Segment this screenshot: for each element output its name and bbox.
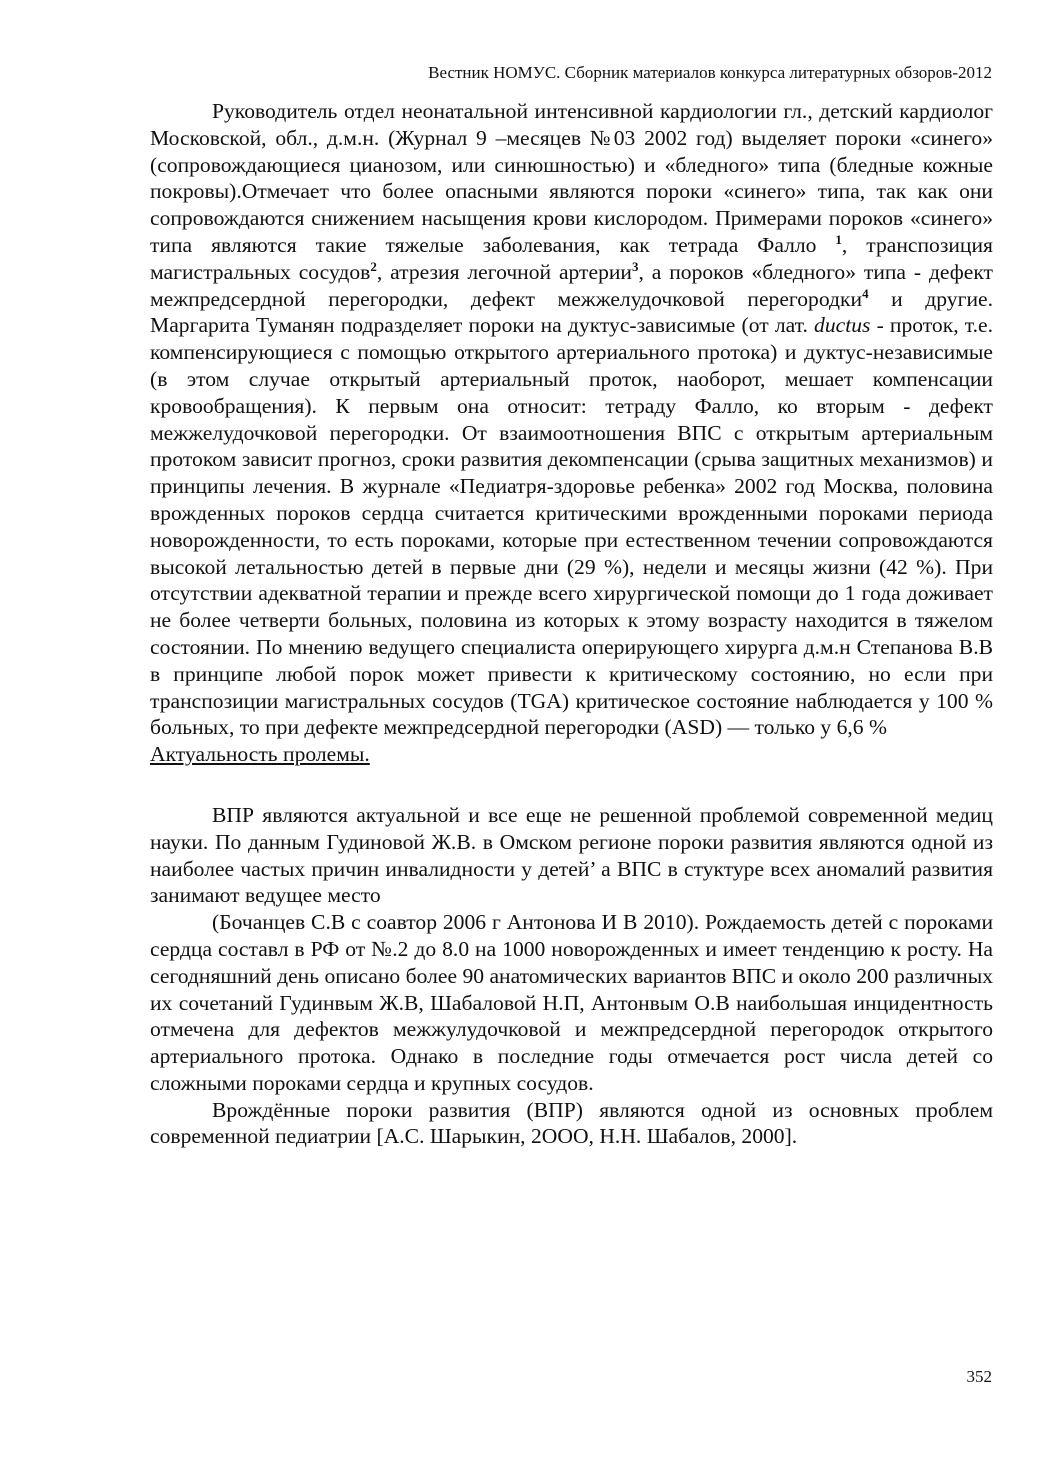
paragraph-text: и другие. Маргарита Туманян подразделяет пороки на дуктус-зависимые (от лат.: [150, 286, 994, 338]
blank-line: [150, 768, 993, 802]
paragraph-text: , транспозиция магистральных сосудов: [150, 232, 993, 284]
latin-term: ductus: [814, 313, 871, 338]
page-number: 352: [966, 1367, 992, 1386]
paragraph-congenital-defects: Врождённые пороки развития (ВПР) являются одной из основных проблем современной педиатрии [А.С. Шарыкин, 2ООО, Н.Н. Шабалов, 2000].: [150, 1097, 993, 1149]
paragraph-text: , атрезия легочной артерии: [376, 259, 632, 284]
footnote-ref: 4: [862, 285, 869, 301]
footnote-ref: 3: [632, 258, 639, 274]
paragraph-text: , а пороков «бледного» типа - дефект межпредсердной перегородки, дефект межжелудочковой перегородки: [150, 259, 993, 311]
running-header: Вестник НОМУС. Сборник материалов конкурса литературных обзоров-2012: [428, 63, 992, 82]
page-body: [150, 98, 993, 1150]
paragraph-text: Руководитель отдел неонатальной интенсивной кардиологии гл., детский кардиолог Московской, обл., д.м.н. (Журнал 9 –месяцев №03 2002 год) выделяет пороки «синего» (сопровождающиеся цианозом, или синюшностью) и «бледного» типа (бледные кожные покровы).Отмечает что более опасными являются пороки «синего» типа, так как они сопровождаются снижением насыщения крови кислородом. Примерами пороков «синего» типа являются такие тяжелые заболевания, как тетрада Фалло: [150, 99, 993, 257]
footnote-ref: 2: [370, 258, 377, 274]
paragraph-relevance: ВПР являются актуальной и все еще не решенной проблемой современной медиц науки. По данным Гудиновой Ж.В. в Омском регионе пороки развития являются одной из наиболее частых причин инвалидности у детей’ а ВПС в стуктуре всех аномалий развития занимают ведущее место: [150, 802, 993, 908]
paragraph-text: - проток, т.е. компенсирующиеся с помощью открытого артериального протока) и дуктус-независимые (в этом случае открытый артериальный проток, наоборот, мешает компенсации кровообращения). К первым она относит: тетраду Фалло, ко вторым - дефект межжелудочковой перегородки. От взаимоотношения ВПС с открытым артериальным протоком зависит прогноз, сроки развития декомпенсации (срыва защитных механизмов) и принципы лечения. В журнале «Педиатря-здоровье ребенка» 2002 год Москва, половина врожденных пороков сердца считается критическими врожденными пороками периода новорожденности, то есть пороками, которые при естественном течении сопровождаются высокой летальностью детей в первые дни (29 %), недели и месяцы жизни (42 %). При отсутствии адекватной терапии и прежде всего хирургической помощи до 1 года доживает не более четверти больных, половина из которых к этому возрасту находится в тяжелом состоянии. По мнению ведущего специалиста оперирующего хирурга д.м.н Степанова В.В в принципе любой порок может привести к критическому состоянию, но если при транспозиции магистральных сосудов (TGA) критическое состояние наблюдается у 100 % больных, то при дефекте межпредсердной перегородки (ASD) — только у 6,6 %: [150, 313, 993, 740]
paragraph-statistics: (Бочанцев С.В с соавтор 2006 г Антонова И В 2010). Рождаемость детей с пороками сердца составл в РФ от №.2 до 8.0 на 1000 новорожденных и имеет тенденцию к росту. На сегодняшний день описано более 90 анатомических вариантов ВПС и около 200 различных их сочетаний Гудинвым Ж.В, Шабаловой Н.П, Антонвым О.В наибольшая инцидентность отмечена для дефектов межжулудочковой и межпредсердной перегородок открытого артериального протока. Однако в последние годы отмечается рост числа детей со сложными пороками сердца и крупных сосудов.: [150, 910, 993, 1095]
section-heading: Актуальность пролемы.: [150, 742, 370, 767]
footnote-ref: 1: [835, 231, 842, 247]
paragraph-heart-defect-types: [150, 98, 993, 741]
